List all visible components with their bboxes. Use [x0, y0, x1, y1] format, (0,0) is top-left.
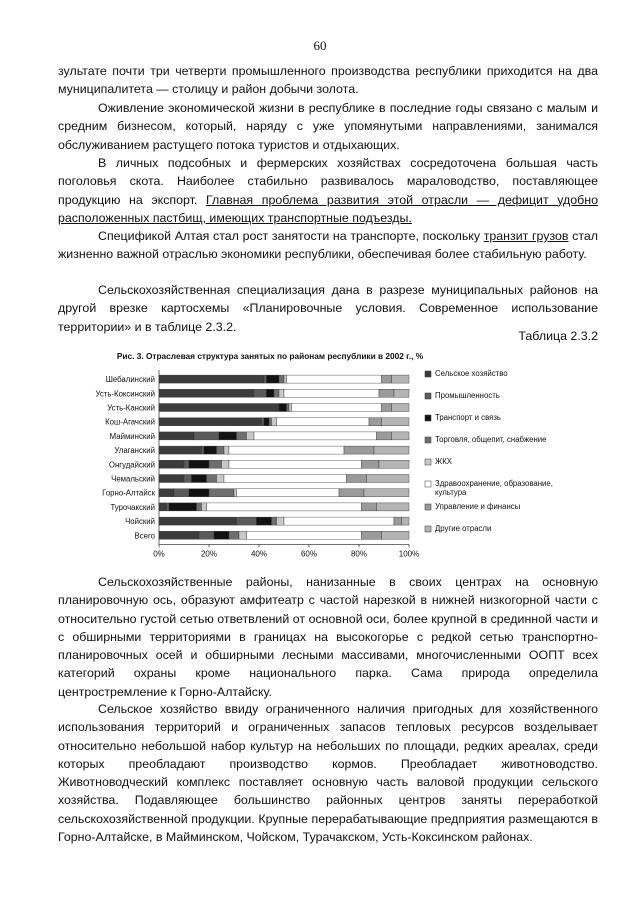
- paragraph-livestock-underlined: Главная проблема развития этой отрасли — дефицит удобно расположенных пастбищ, имеющих транспортные подъезды.: [58, 192, 598, 225]
- paragraph-transport: [58, 227, 598, 264]
- bar-segment-5: [224, 446, 229, 454]
- legend-swatch: [425, 393, 431, 399]
- legend-label: Сельское хозяйство: [435, 369, 508, 378]
- page-number: 60: [313, 38, 327, 53]
- paragraph-agriculture: Сельское хозяйство ввиду ограниченного наличия пригодных для хозяйственного использования территорий и ограниченных запасов тепловых ресурсов возделывает относительно небольшой набор культур на небольших по площади, редких ареалах, среди которых преобладают производство кормов. Преобладает животноводство. Животноводческий комплекс поставляет основную часть валовой продукции сельского хозяйства. Подавляющее большинство районных центров заняты переработкой сельскохозяйственной продукции. Крупные перерабатывающие предприятия размещаются в Горно-Алтайске, в Майминском, Чойском, Турачакском, Усть-Коксинском районах.: [58, 702, 598, 845]
- x-tick-label: 100%: [398, 549, 420, 559]
- bar-segment-4: [274, 389, 279, 397]
- bar-segment-3: [189, 460, 209, 468]
- bar-segment-1: [159, 389, 254, 397]
- bar-segment-4: [287, 404, 290, 412]
- legend-swatch: [425, 371, 431, 377]
- bar-segment-2: [194, 432, 219, 440]
- bar-segment-4: [269, 418, 272, 426]
- legend-label: Транспорт и связь: [435, 413, 501, 422]
- category-label: Улаганский: [114, 446, 155, 456]
- paragraph-transport-tail: стал жизненно важной отраслью экономики республики, обеспечивая более стабильную работу.: [58, 229, 599, 262]
- bar-segment-5: [279, 389, 284, 397]
- legend-label: Промышленность: [435, 391, 500, 400]
- bar-segment-8: [402, 517, 410, 525]
- bar-segment-3: [267, 375, 280, 383]
- x-tick-label: 40%: [250, 549, 268, 559]
- legend-swatch: [425, 526, 431, 532]
- bar-segment-1: [159, 404, 279, 412]
- bar-segment-1: [159, 446, 202, 454]
- bar-segment-3: [264, 418, 269, 426]
- paragraph-intro: зультате почти три четверти промышленного производства республики приходится на два муниципалитета — столицу и район добычи золота.: [58, 64, 598, 97]
- category-label: Горно-Алтайск: [102, 488, 155, 498]
- bar-segment-3: [279, 404, 287, 412]
- bar-segment-5: [239, 531, 247, 539]
- bar-segment-1: [159, 475, 184, 483]
- bar-segment-8: [364, 489, 409, 497]
- bar-segment-5: [289, 404, 292, 412]
- bar-segment-2: [254, 389, 267, 397]
- bar-segment-3: [189, 489, 209, 497]
- bar-segment-4: [209, 489, 234, 497]
- bar-segment-3: [219, 432, 237, 440]
- legend-label: Торговля, общепит, снабжение: [435, 435, 547, 444]
- x-tick-label: 60%: [300, 549, 318, 559]
- bar-segment-2: [174, 489, 189, 497]
- bar-segment-2: [202, 446, 205, 454]
- category-label: Усть-Канский: [107, 403, 155, 413]
- bar-segment-7: [382, 404, 392, 412]
- legend-label: ЖКХ: [435, 457, 452, 466]
- bar-segment-7: [394, 517, 402, 525]
- bar-segment-8: [382, 531, 410, 539]
- bar-segment-2: [199, 531, 214, 539]
- bar-segment-3: [169, 503, 197, 511]
- x-tick-label: 0%: [153, 549, 165, 559]
- category-label: Шебалинский: [105, 375, 155, 385]
- category-label: Всего: [134, 531, 155, 541]
- legend-swatch: [425, 459, 431, 465]
- bar-segment-8: [392, 432, 410, 440]
- bar-segment-4: [209, 460, 222, 468]
- employment-structure-chart: [95, 346, 605, 566]
- bar-segment-8: [382, 418, 410, 426]
- bar-segment-7: [347, 475, 367, 483]
- bar-segment-2: [237, 517, 257, 525]
- bar-segment-6: [229, 460, 362, 468]
- legend-label-cont: культура: [435, 488, 467, 497]
- bar-segment-8: [392, 375, 410, 383]
- bar-segment-7: [377, 432, 392, 440]
- bar-segment-3: [257, 517, 272, 525]
- bar-segment-1: [159, 503, 167, 511]
- bar-segment-4: [229, 531, 239, 539]
- paragraph-transport-text: Спецификой Алтая стал рост занятости на транспорте, поскольку: [98, 229, 484, 243]
- bar-segment-7: [369, 418, 382, 426]
- table-caption: Таблица 2.3.2: [518, 329, 598, 343]
- bar-segment-5: [222, 460, 230, 468]
- bar-segment-6: [277, 418, 370, 426]
- bar-segment-6: [224, 475, 347, 483]
- bar-segment-6: [229, 446, 344, 454]
- bar-segment-8: [374, 446, 409, 454]
- x-tick-label: 20%: [200, 549, 218, 559]
- bar-segment-3: [192, 475, 207, 483]
- category-label: Майминский: [109, 431, 155, 441]
- bar-segment-5: [277, 517, 285, 525]
- bar-segment-7: [362, 503, 377, 511]
- category-label: Кош-Агачский: [105, 417, 155, 427]
- bar-segment-2: [184, 460, 189, 468]
- bar-segment-5: [202, 503, 207, 511]
- bar-segment-6: [237, 489, 340, 497]
- bar-segment-6: [254, 432, 377, 440]
- bar-segment-8: [367, 475, 410, 483]
- bar-segment-4: [217, 446, 225, 454]
- bar-segment-3: [204, 446, 217, 454]
- bar-segment-6: [207, 503, 362, 511]
- legend-swatch: [425, 504, 431, 510]
- bar-segment-6: [287, 375, 382, 383]
- bar-segment-7: [339, 489, 364, 497]
- bar-segment-3: [267, 389, 275, 397]
- bar-segment-7: [382, 375, 392, 383]
- paragraph-transport-underlined: транзит грузов: [483, 229, 569, 243]
- bar-segment-1: [159, 460, 184, 468]
- bar-segment-2: [262, 418, 265, 426]
- bar-segment-5: [284, 375, 287, 383]
- bar-segment-6: [284, 517, 394, 525]
- bar-segment-4: [237, 432, 247, 440]
- bar-segment-5: [247, 432, 255, 440]
- paragraph-agricultural-regions: Сельскохозяйственные районы, нанизанные в своих центрах на основную планировочную ось, образуют амфитеатр с частой нарезкой в нижней низкогорной части с относительно густой сетью ответвлений от основной оси, более крупной в срединной части и с обширными территориями в границах на высокогорье с редкой сетью транспортно-планировочных осей и обширными лесными массивами, многочисленными ООПТ всех категорий охраны кроме национального парка. Сама природа определила центростремление к Горно-Алтайску.: [58, 575, 598, 699]
- legend-swatch: [425, 481, 431, 487]
- bar-segment-1: [159, 375, 264, 383]
- bar-segment-5: [217, 475, 225, 483]
- bar-segment-6: [292, 404, 382, 412]
- bar-segment-1: [159, 418, 262, 426]
- bar-segment-8: [394, 389, 409, 397]
- bar-segment-6: [247, 531, 362, 539]
- bar-segment-7: [362, 460, 380, 468]
- bar-segment-4: [197, 503, 202, 511]
- bar-segment-8: [379, 460, 409, 468]
- category-label: Турочакский: [110, 502, 155, 512]
- bar-segment-4: [272, 517, 277, 525]
- category-label: Чемальский: [111, 474, 155, 484]
- bar-segment-5: [272, 418, 277, 426]
- category-label: Чойский: [125, 517, 155, 527]
- category-label: Онгудайский: [108, 460, 155, 470]
- bar-segment-6: [284, 389, 379, 397]
- legend-swatch: [425, 415, 431, 421]
- legend-label: Управление и финансы: [435, 502, 521, 511]
- legend-label: Здравоохранение, образование,: [435, 479, 553, 488]
- legend-swatch: [425, 437, 431, 443]
- bar-segment-1: [159, 489, 174, 497]
- bar-segment-2: [167, 503, 170, 511]
- chart-title: Рис. 3. Отраслевая структура занятых по районам республики в 2002 г., %: [116, 351, 424, 361]
- bar-segment-1: [159, 432, 194, 440]
- bar-segment-4: [207, 475, 217, 483]
- bar-segment-8: [392, 404, 410, 412]
- bar-segment-7: [344, 446, 374, 454]
- paragraph-specialization: Сельскохозяйственная специализация дана в разрезе муниципальных районов на другой врезке картосхемы «Планировочные условия. Современное использование территории» и в таблице 2.3.2.: [58, 283, 598, 334]
- bar-segment-1: [159, 531, 199, 539]
- paragraph-livestock-text: В личных подсобных и фермерских хозяйствах сосредоточена большая часть поголовья скота. Наиболее стабильно развивалось мараловодство, поставляющее продукцию на экспорт.: [58, 156, 598, 207]
- category-label: Усть-Коксинский: [95, 389, 155, 399]
- bar-segment-8: [377, 503, 410, 511]
- bar-segment-3: [214, 531, 229, 539]
- x-tick-label: 80%: [350, 549, 368, 559]
- bar-segment-4: [279, 375, 284, 383]
- paragraph-livestock: [58, 154, 598, 227]
- bar-segment-1: [159, 517, 237, 525]
- bar-segment-7: [379, 389, 394, 397]
- legend-label: Другие отрасли: [435, 524, 492, 533]
- bar-segment-2: [264, 375, 267, 383]
- bar-segment-7: [362, 531, 382, 539]
- bar-segment-2: [184, 475, 192, 483]
- paragraph-business: Оживление экономической жизни в республике в последние годы связано с малым и средним бизнесом, который, наряду с уже упомянутыми направлениями, занимался обслуживанием растущего потока туристов и отдыхающих.: [58, 101, 598, 152]
- bar-segment-5: [234, 489, 237, 497]
